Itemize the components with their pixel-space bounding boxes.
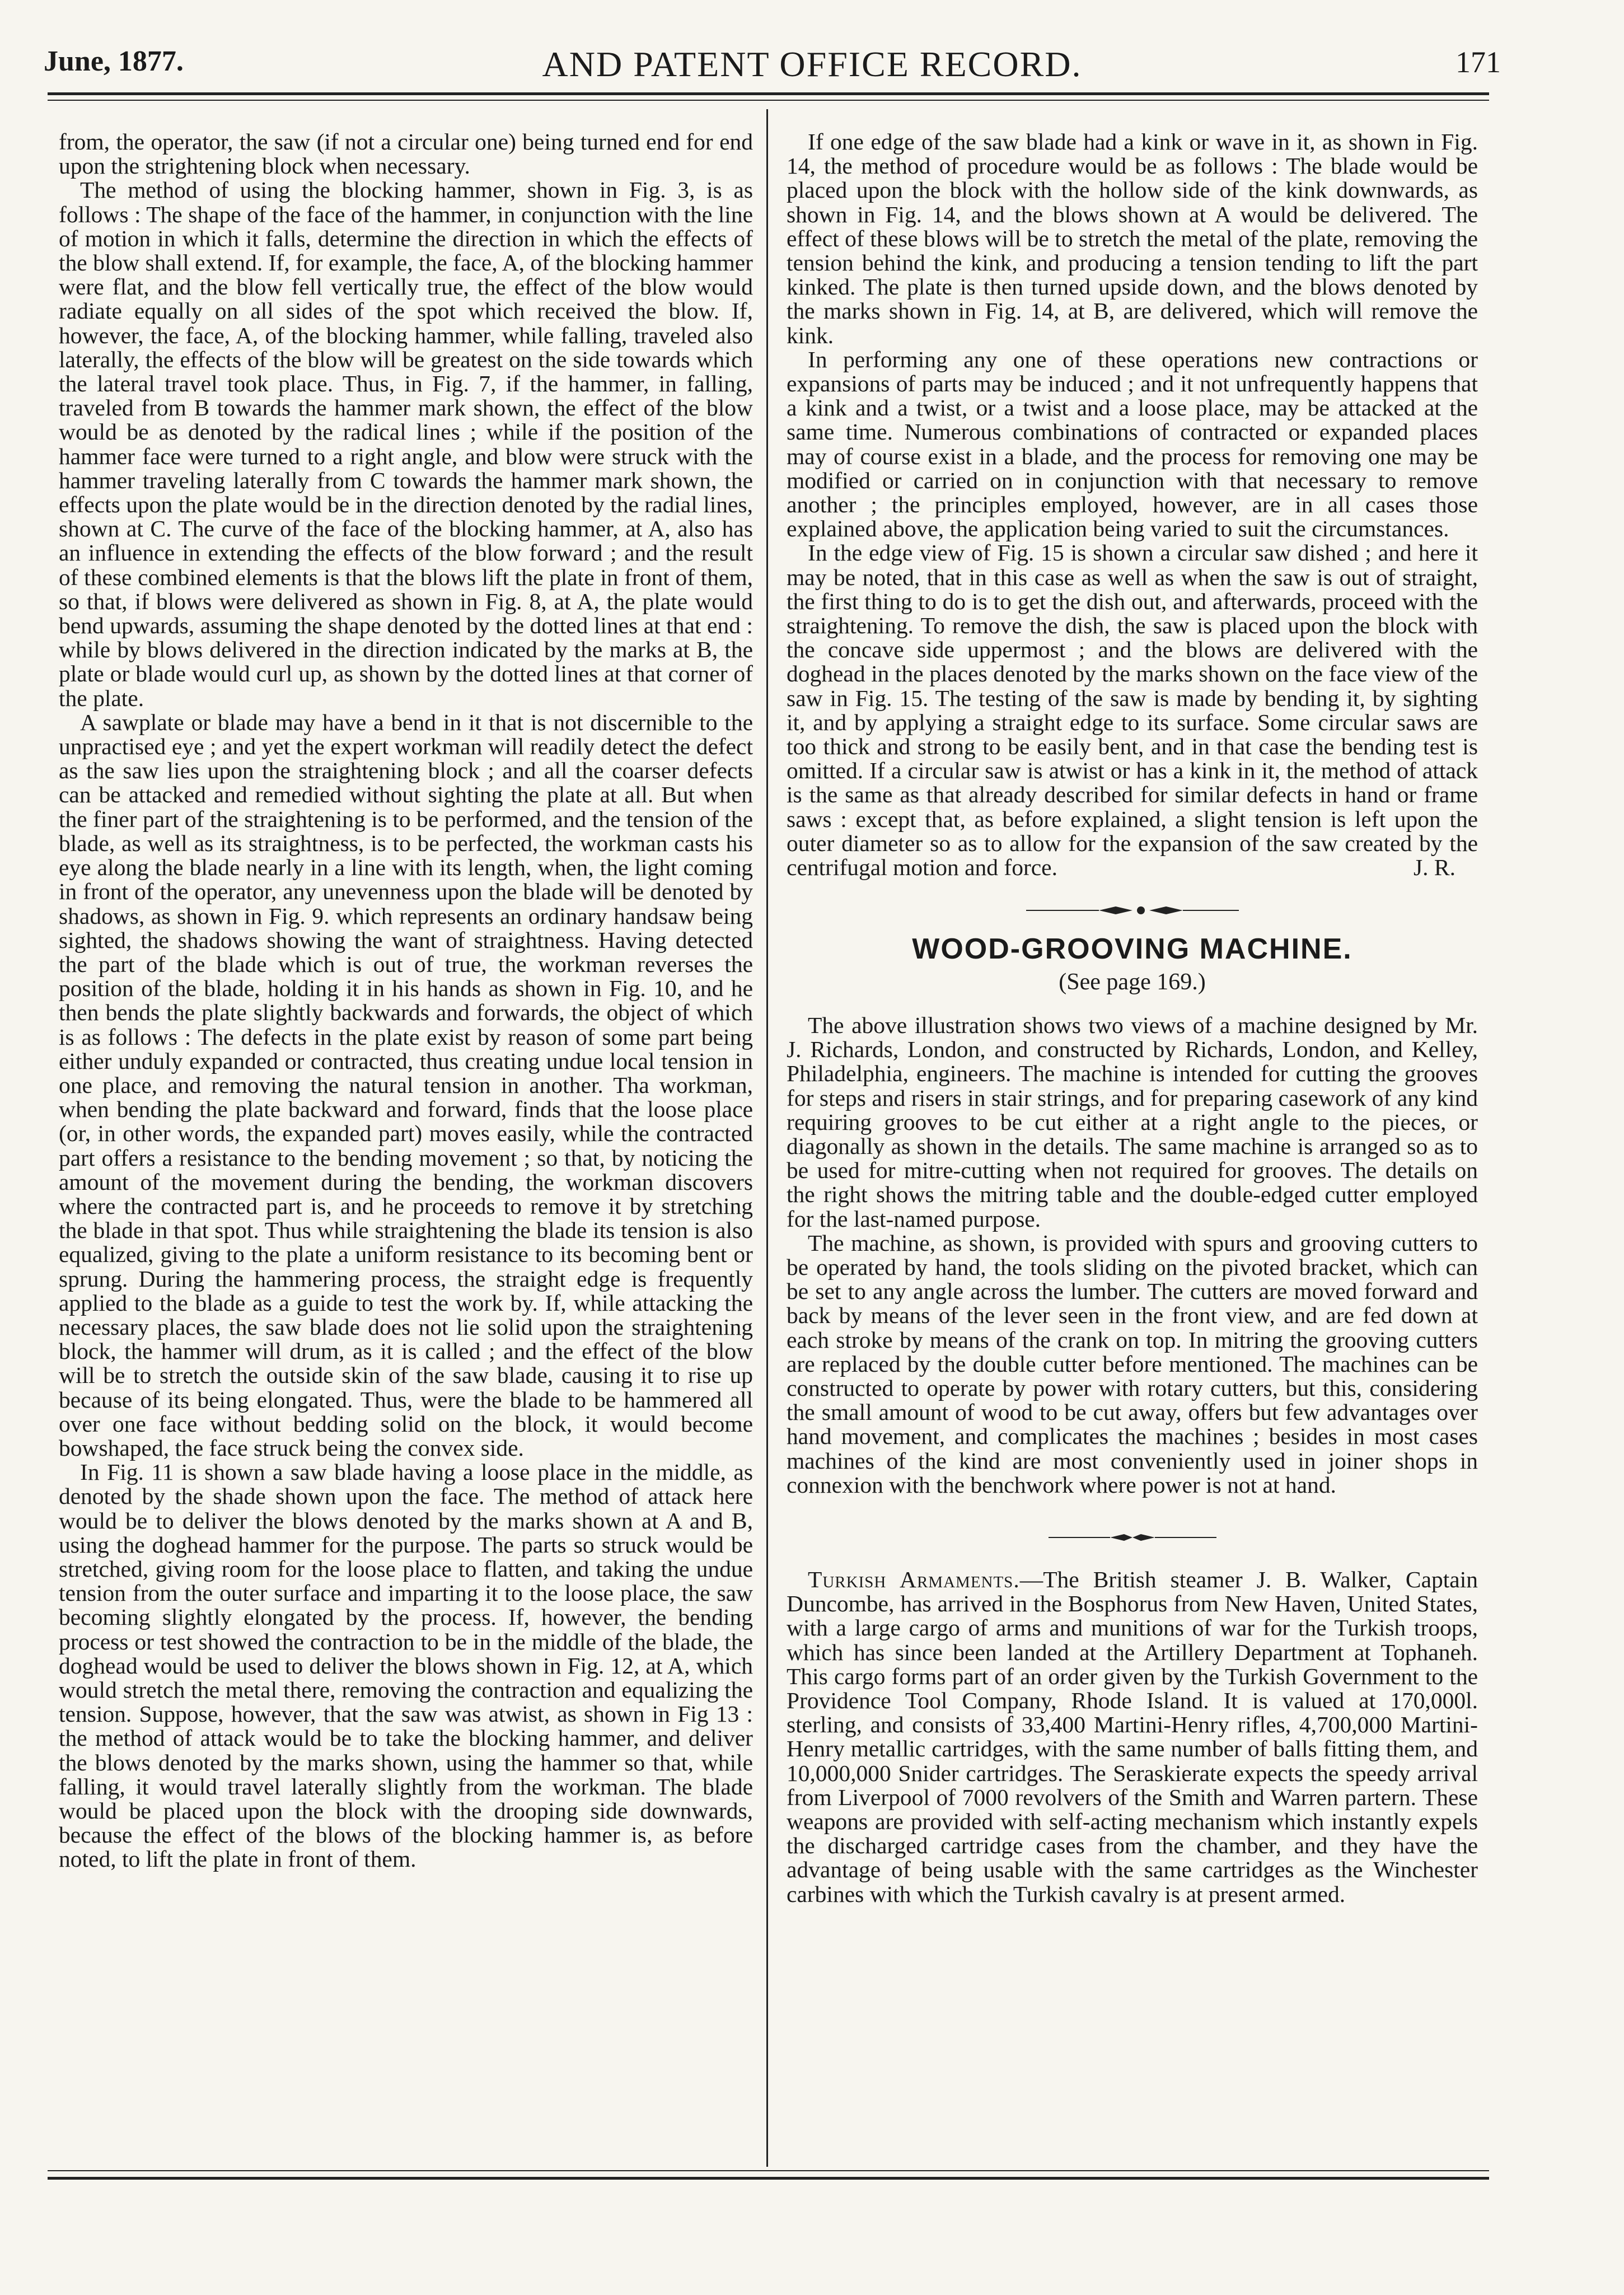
- page-number: 171: [1455, 45, 1501, 79]
- section-title: WOOD-GROOVING MACHINE.: [912, 932, 1352, 965]
- paragraph: The above illustration shows two views of a machine designed by Mr. J. Richards, London, and constructed by Richards, London, and Kelley, Philadelphia, engineers. The machine is intended for cutting the grooves for steps and risers in stair strings, and for preparing casework of any kind requiring grooves to be cut either at a right angle to the pieces, or diagonally as shown in the details. The same machine is arranged so as to be used for mitre-cutting when not required for grooves. The details on the right shows the mitring table and the double-edged cutter employed for the last-named purpose.: [787, 1012, 1478, 1232]
- column-divider: [766, 109, 768, 2167]
- left-column: [59, 130, 753, 1872]
- top-rule-thin: [48, 100, 1489, 101]
- paragraph: [787, 1568, 1478, 1906]
- paragraph: from, the operator, the saw (if not a circular one) being turned end for end upon the strightening block when necessary.: [59, 129, 753, 179]
- paragraph: The machine, as shown, is provided with spurs and grooving cutters to be operated by hand, the tools sliding on the pivoted bracket, which can be set to any angle across the lumber. The cutters are moved forward and back by means of the lever seen in the front view, and are fed down at each stroke by means of the crank on top. In mitring the grooving cutters are replaced by the double cutter before mentioned. The machines can be constructed to operate by power with rotary cutters, but this, considering the small amount of wood to be cut away, offers but few advantages over hand movement, and complicates the machines ; besides in most cases machines of the kind are most conveniently used in joiner shops in connexion with the benchwork where power is not at hand.: [787, 1230, 1478, 1498]
- paragraph: The method of using the blocking hammer, shown in Fig. 3, is as follows : The shape of the face of the hammer, in conjunction with the line of motion in which it falls, determine the direction in which the effects of the blow shall extend. If, for example, the face, A, of the blocking hammer were flat, and the blow fell vertically true, the effect of the blow would radiate equally on all sides of the spot which received the blow. If, however, the face, A, of the blocking hammer, while falling, traveled also laterally, the effects of the blow will be greatest on the side towards which the lateral travel took place. Thus, in Fig. 7, if the hammer, in falling, traveled from B towards the hammer mark shown, the effect of the blow would be as denoted by the radical lines ; while if the position of the hammer face were turned to a right angle, and blow were struck with the hammer traveling laterally from C towards the hammer mark shown, the effects upon the plate would be in the direction denoted by the radial lines, shown at C. The curve of the face of the blocking hammer, at A, also has an influence in extending the effects of the blow forward ; and the result of these combined elements is that the blows lift the plate in front of them, so that, if blows were delivered as shown in Fig. 8, at A, the plate would bend upwards, assuming the shape denoted by the dotted lines at that end : while by blows delivered in the direction indicated by the marks at B, the plate or blade would curl up, as shown by the dotted lines at that corner of the plate.: [59, 177, 753, 711]
- top-rule-thick: [48, 92, 1489, 95]
- author-signature: J. R.: [1414, 854, 1455, 881]
- item-lead: Turkish Armaments.: [808, 1566, 1020, 1592]
- paragraph: A sawplate or blade may have a bend in it that is not discernible to the unpractised eye ; and yet the expert workman will readily detect the defect as the saw lies upon the straightening block ; and all the coarser defects can be attacked and remedied without sighting the plate at all. But when the finer part of the straightening is to be performed, and the tension of the blade, as well as its straightness, is to be perfected, the workman casts his eye along the blade nearly in a line with its length, when, the light coming in front of the operator, any unevenness upon the blade will be denoted by shadows, as shown in Fig. 9. which represents an ordinary handsaw being sighted, the shadows showing the want of straightness. Having detected the part of the blade which is out of true, the workman reverses the position of the blade, holding it in his hands as shown in Fig. 10, and he then bends the plate slightly backwards and forwards, the object of which is as follows : The defects in the plate exist by reason of some part being either unduly expanded or contracted, thus creating undue local tension in one place, and removing the natural tension in another. Tha workman, when bending the plate backward and forward, finds that the loose place (or, in other words, the expanded part) moves easily, while the contracted part offers a resistance to the bending movement ; so that, by noticing the amount of the movement during the bending, the workman discovers where the contracted part is, and he proceeds to remove it by stretching the blade in that spot. Thus while straightening the blade its tension is also equalized, giving to the plate a uniform resistance to its becoming bent or sprung. During the hammering process, the straight edge is frequently applied to the blade as a guide to test the work by. If, while attacking the necessary places, the saw blade does not lie solid upon the straightening block, the hammer will drum, as it is called ; and the effect of the blow will be to stretch the outside skin of the saw blade, causing it to rise up because of its being elongated. Thus, were the blade to be hammered all over one face without bedding solid on the block, it would become bowshaped, the face struck being the convex side.: [59, 709, 753, 1461]
- item-text: —The British steamer J. B. Walker, Captain Duncombe, has arrived in the Bosphorus from New Haven, United States, with a large cargo of arms and munitions of war for the Turkish troops, which has since been landed at the Artillery Department at Tophaneh. This cargo forms part of an order given by the Turkish Government to the Providence Tool Company, Rhode Island. It is valued at 170,000l. sterling, and consists of 33,400 Martini-Henry rifles, 4,700,000 Martini-Henry metallic cartridges, with the same number of balls fitting them, and 10,000,000 Snider cartridges. The Seraskierate expects the speedy arrival from Liverpool of 7000 revolvers of the Smith and Warren partern. These weapons are provided with self-acting mechanism which instantly expels the discharged cartridge cases from the chamber, and they have the advantage of being usable with the same cartridges as the Winchester carbines with which the Turkish cavalry is at present armed.: [787, 1566, 1478, 1907]
- bottom-rule-thin: [48, 2170, 1489, 2171]
- section-divider-ornament: [787, 899, 1478, 916]
- right-column: [787, 130, 1478, 1906]
- issue-date: June, 1877.: [44, 45, 184, 77]
- paragraph: In Fig. 11 is shown a saw blade having a loose place in the middle, as denoted by the shade shown upon the face. The method of attack here would be to deliver the blows denoted by the marks shown at A and B, using the doghead hammer for the purpose. The parts so struck would be stretched, giving room for the loose place to flatten, and taking the undue tension from the outer surface and imparting it to the loose place, the saw becoming slightly elongated by the process. If, however, the bending process or test showed the contraction to be in the middle of the blade, the doghead would be used to deliver the blows shown in Fig. 12, at A, which would stretch the metal there, removing the contraction and equalizing the tension. Suppose, however, that the saw was atwist, as shown in Fig 13 : the method of attack would be to take the blocking hammer, and deliver the blows denoted by the marks shown, using the hammer so that, while falling, it would travel laterally slightly from the workman. The blade would be placed upon the block with the drooping side downwards, because the effect of the blows of the blocking hammer is, as before noted, to lift the plate in front of them.: [59, 1459, 753, 1872]
- paragraph: If one edge of the saw blade had a kink or wave in it, as shown in Fig. 14, the method of procedure would be as follows : The blade would be placed upon the block with the hollow side of the kink downwards, as shown in Fig. 14, and the blows shown at A would be delivered. The effect of these blows will be to stretch the metal of the plate, removing the tension behind the kink, and producing a tension tending to lift the part kinked. The plate is then turned upside down, and the blows denoted by the marks shown in Fig. 14, at B, are delivered, which will remove the kink.: [787, 129, 1478, 348]
- journal-title: AND PATENT OFFICE RECORD.: [542, 44, 1082, 84]
- paragraph: In performing any one of these operations new contractions or expansions of parts may be induced ; and it not unfrequently happens that a kink and a twist, or a twist and a loose place, may be attacked at the same time. Numerous combinations of contracted or expanded places may of course exist in a blade, and the process for removing one may be modified or carried on in conjunction with that necessary to remove another ; the principles employed, however, are in all cases those explained above, the application being varied to suit the circumstances.: [787, 346, 1478, 542]
- bottom-rule-thick: [48, 2177, 1489, 2180]
- section-divider-ornament: [787, 1526, 1478, 1543]
- paragraph: In the edge view of Fig. 15 is shown a circular saw dished ; and here it may be noted, that in this case as well as when the saw is out of straight, the first thing to do is to get the dish out, and afterwards, proceed with the straightening. To remove the dish, the saw is placed upon the block with the concave side uppermost ; and the blows are delivered with the doghead in the places denoted by the marks shown on the face view of the saw in Fig. 15. The testing of the saw is made by bending it, by sighting it, and by applying a straight edge to its surface. Some circular saws are too thick and strong to be easily bent, and in that case the bending test is omitted. If a circular saw is atwist or has a kink in it, the method of attack is the same as that already described for similar defects in hand or frame saws : except that, as before explained, a slight tension is left upon the outer diameter so as to allow for the expansion of the saw created by the centrifugal motion and force.: [787, 540, 1478, 881]
- section-subtitle: (See page 169.): [1059, 969, 1206, 995]
